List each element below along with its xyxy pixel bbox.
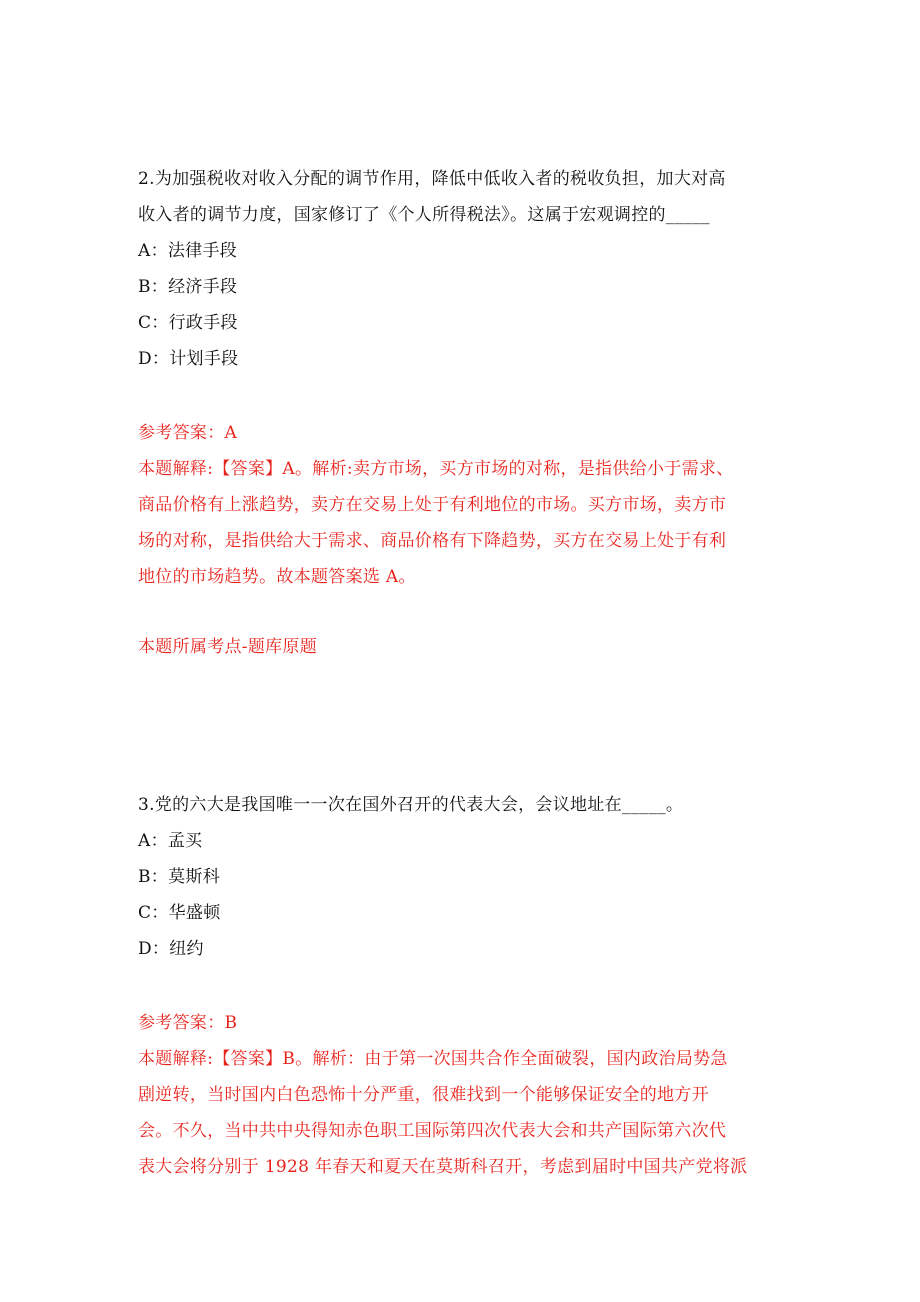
question-2-explanation-line-3: 场的对称，是指供给大于需求、商品价格有下降趋势，买方在交易上处于有利 [138,531,727,551]
question-2-explanation-line-2: 商品价格有上涨趋势，卖方在交易上处于有利地位的市场。买方市场，卖方市 [138,495,727,515]
question-2-option-b: B：经济手段 [138,277,238,297]
question-2-explanation-line-1: 本题解释:【答案】A。解析:卖方市场，买方市场的对称，是指供给小于需求、 [138,459,734,479]
question-3-option-b: B：莫斯科 [138,867,220,887]
question-3-option-a: A：孟买 [138,831,203,851]
question-3-explanation-line-2: 剧逆转，当时国内白色恐怖十分严重，很难找到一个能够保证安全的地方开 [138,1085,709,1105]
question-2-explanation-line-4: 地位的市场趋势。故本题答案选 A。 [138,567,416,587]
question-3-option-d: D：纽约 [138,939,204,959]
question-3-answer: 参考答案：B [138,1013,238,1033]
question-3-explanation-line-4: 表大会将分别于 1928 年春天和夏天在莫斯科召开，考虑到届时中国共产党将派 [138,1157,748,1177]
question-2-option-a: A：法律手段 [138,241,238,261]
question-2-stem-line-2: 收入者的调节力度，国家修订了《个人所得税法》。这属于宏观调控的_____ [138,205,710,225]
question-2-stem-line-1: 2.为加强税收对收入分配的调节作用，降低中低收入者的税收负担，加大对高 [138,169,726,189]
question-3-stem-line-1: 3.党的六大是我国唯一一次在国外召开的代表大会，会议地址在_____。 [138,795,684,815]
question-2-option-c: C：行政手段 [138,313,238,333]
question-3-option-c: C：华盛顿 [138,903,221,923]
question-3-explanation-line-1: 本题解释:【答案】B。解析：由于第一次国共合作全面破裂，国内政治局势急 [138,1049,728,1069]
question-3-explanation-line-3: 会。不久，当中共中央得知赤色职工国际第四次代表大会和共产国际第六次代 [138,1121,727,1141]
question-2-answer: 参考答案：A [138,423,238,443]
question-2-option-d: D：计划手段 [138,349,239,369]
question-2-topic: 本题所属考点-题库原题 [138,637,318,657]
